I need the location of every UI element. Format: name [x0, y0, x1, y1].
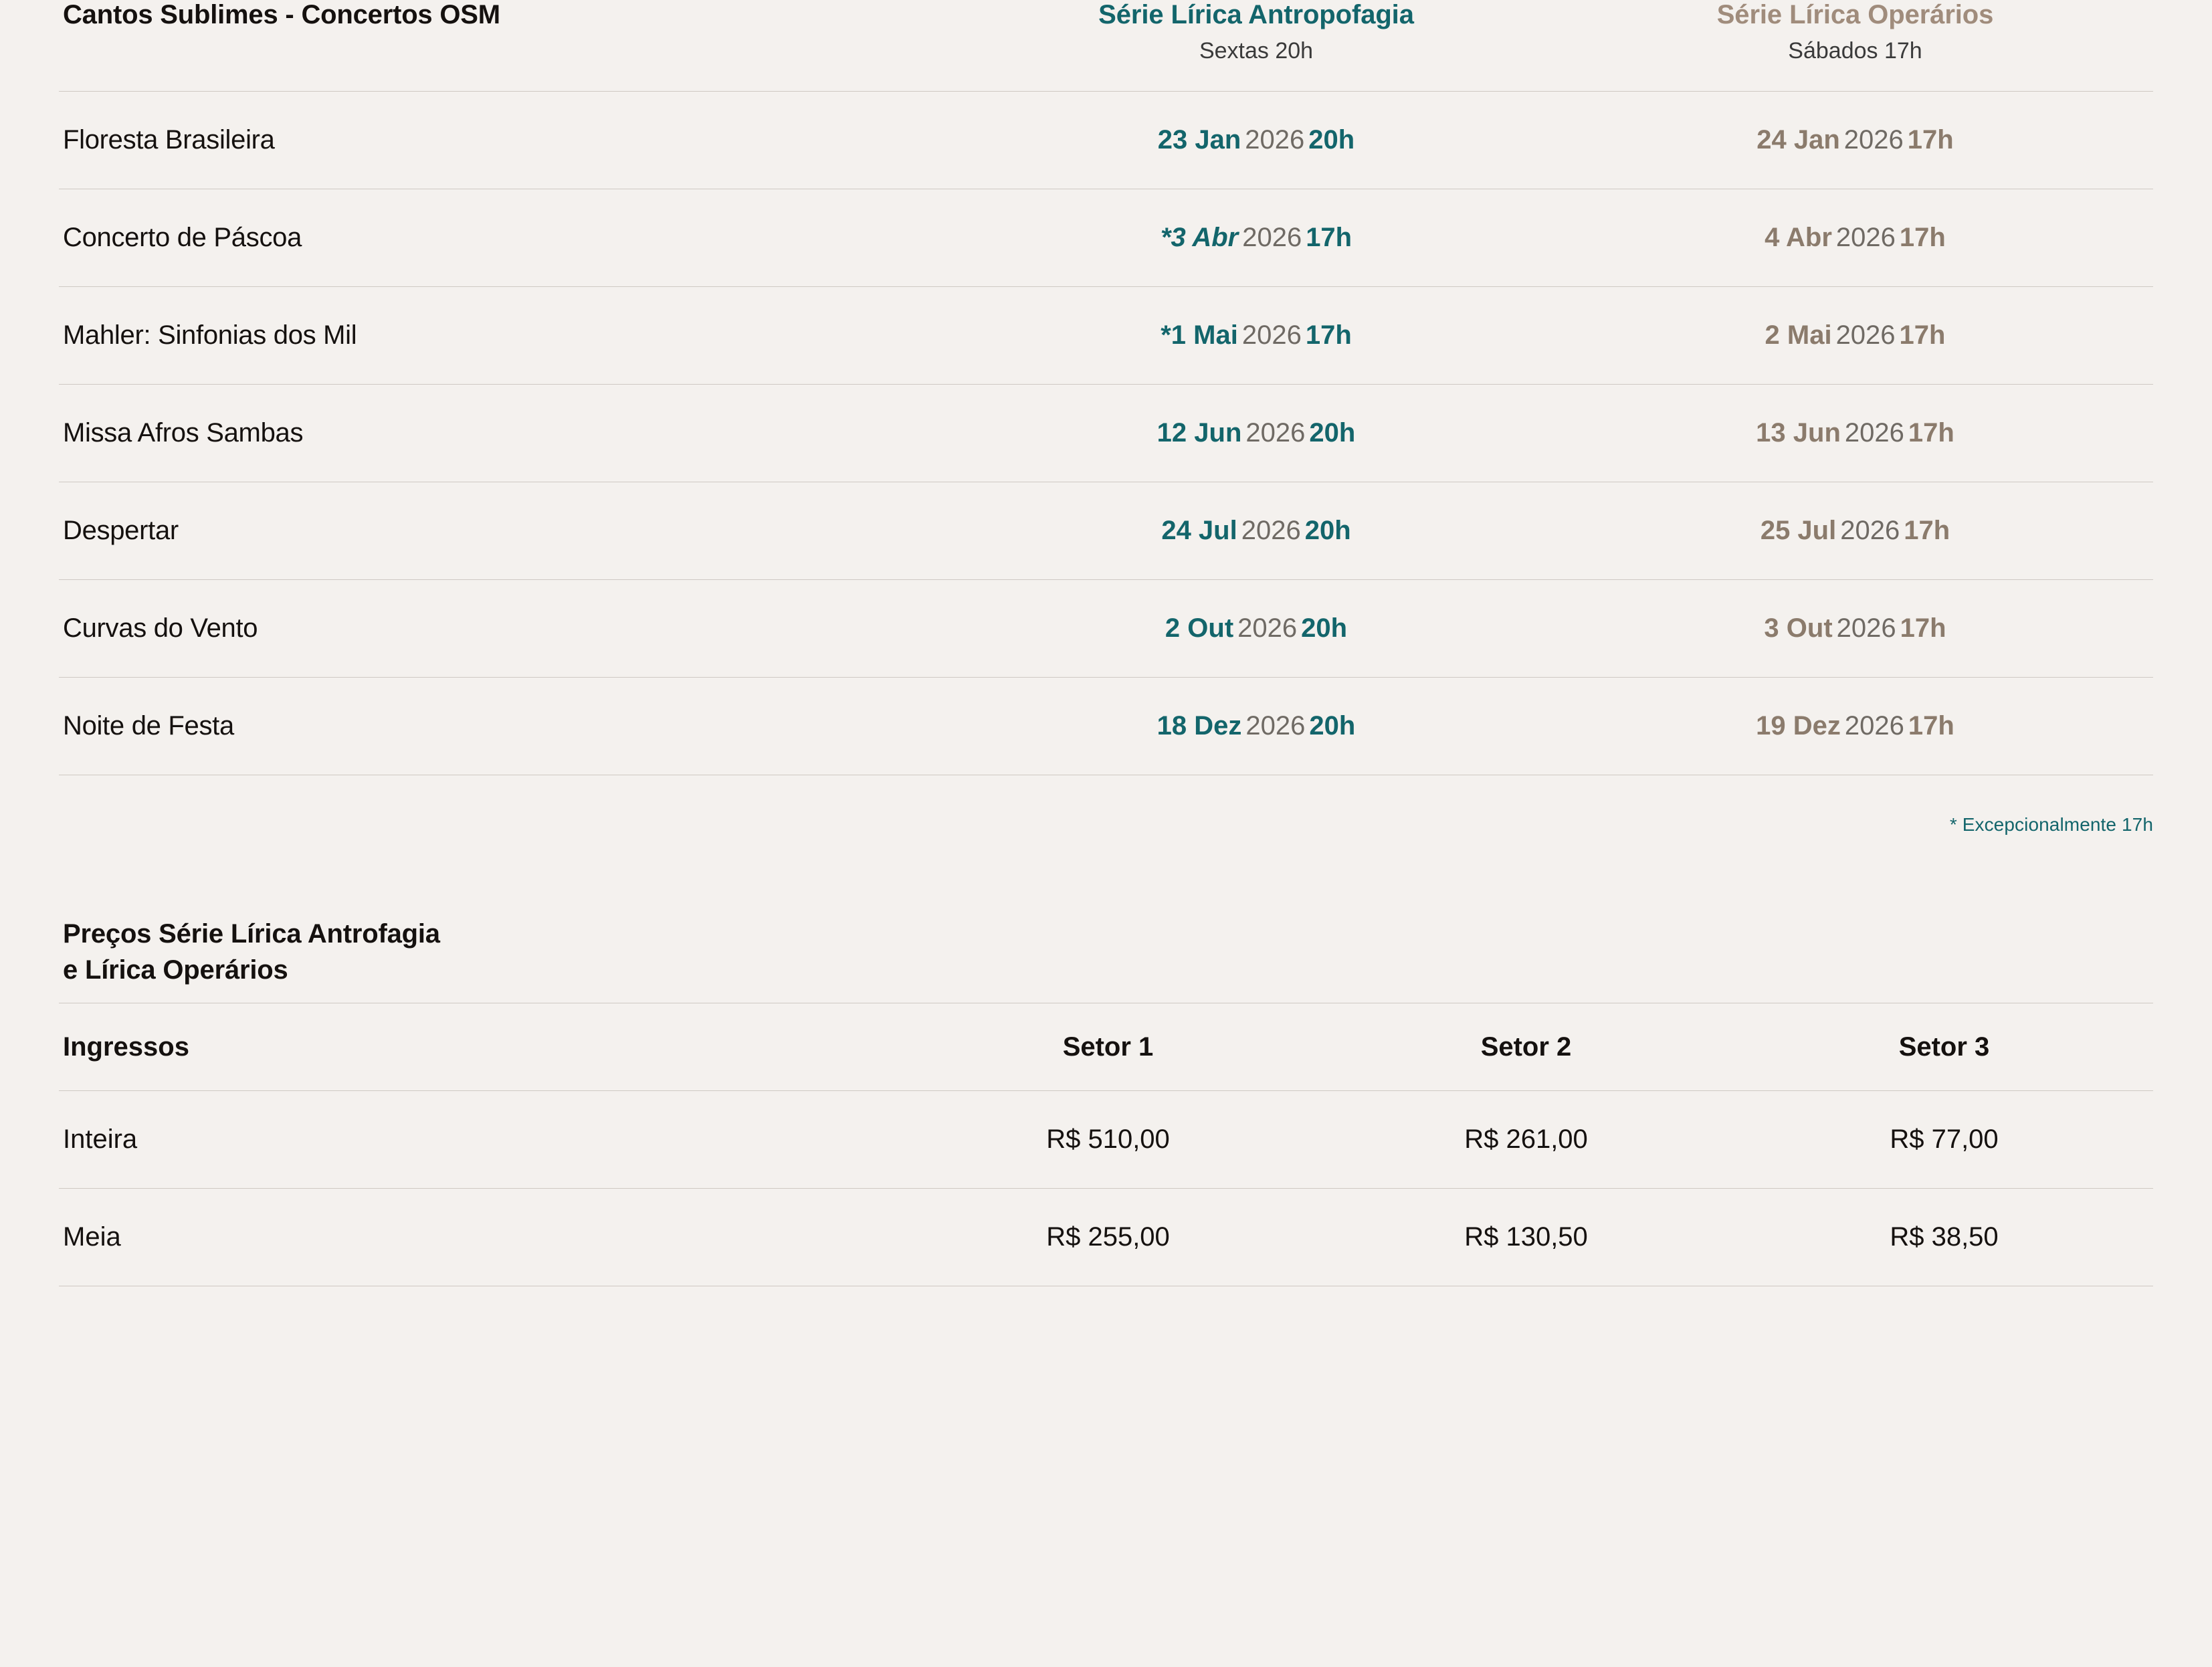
serie-antropofagia-title: Série Lírica Antropofagia: [1098, 0, 1414, 29]
serie-operarios-title: Série Lírica Operários: [1716, 0, 1994, 29]
date-time: 17h: [1908, 418, 1954, 448]
date-time: 20h: [1304, 516, 1351, 545]
price-setor-3: R$ 38,50: [1735, 1189, 2153, 1286]
concert-name: Mahler: Sinfonias dos Mil: [59, 287, 955, 385]
table-row: [59, 385, 2153, 482]
date-year: 2026: [1840, 516, 1900, 545]
date-day: 24 Jul: [1161, 516, 1237, 545]
date-day: 13 Jun: [1756, 418, 1841, 448]
date-day: 4 Abr: [1765, 223, 1832, 252]
date-time: 20h: [1309, 418, 1356, 448]
date-time: 17h: [1908, 711, 1954, 741]
date-year: 2026: [1242, 223, 1302, 252]
prices-header-setor-3: Setor 3: [1735, 1003, 2153, 1091]
serie-antropofagia-subtitle: Sextas 20h: [1199, 38, 1314, 64]
price-setor-1: R$ 255,00: [899, 1189, 1317, 1286]
date-year: 2026: [1245, 418, 1306, 448]
price-setor-2: R$ 261,00: [1317, 1091, 1735, 1189]
prices-header-setor-2: Setor 2: [1317, 1003, 1735, 1091]
date-year: 2026: [1836, 613, 1896, 643]
date-year: 2026: [1843, 125, 1904, 155]
concert-date-operarios: [1557, 678, 2153, 775]
price-setor-1: R$ 510,00: [899, 1091, 1317, 1189]
table-row: [59, 287, 2153, 385]
concert-name: Missa Afros Sambas: [59, 385, 955, 482]
prices-title-line-1: Preços Série Lírica Antrofagia: [63, 919, 440, 949]
date-year: 2026: [1245, 125, 1305, 155]
concert-name: Noite de Festa: [59, 678, 955, 775]
table-row: [59, 580, 2153, 678]
prices-title: [59, 916, 2153, 988]
date-day: 12 Jun: [1157, 418, 1242, 448]
concert-date-operarios: [1557, 189, 2153, 287]
concert-name: Despertar: [59, 482, 955, 580]
table-row: [59, 1189, 2153, 1286]
date-day: 19 Dez: [1756, 711, 1841, 741]
table-row: [59, 92, 2153, 189]
date-year: 2026: [1245, 711, 1306, 741]
date-day: 24 Jan: [1756, 125, 1840, 155]
concert-name: Curvas do Vento: [59, 580, 955, 678]
prices-table: [59, 1003, 2153, 1286]
date-year: 2026: [1844, 711, 1904, 741]
table-row: [59, 678, 2153, 775]
ticket-type: Meia: [59, 1189, 899, 1286]
date-day: 18 Dez: [1157, 711, 1242, 741]
date-time: 17h: [1899, 223, 1946, 252]
concert-name: Concerto de Páscoa: [59, 189, 955, 287]
column-header-serie-antropofagia: [955, 0, 1557, 92]
page-title: Cantos Sublimes - Concertos OSM: [63, 0, 500, 29]
concert-date-operarios: [1557, 482, 2153, 580]
date-time: 20h: [1301, 613, 1348, 643]
date-year: 2026: [1835, 320, 1896, 350]
date-year: 2026: [1237, 613, 1298, 643]
concert-date-antropofagia: [955, 580, 1557, 678]
concert-name: Floresta Brasileira: [59, 92, 955, 189]
date-year: 2026: [1241, 516, 1301, 545]
concert-date-antropofagia: [955, 385, 1557, 482]
date-day: 25 Jul: [1760, 516, 1837, 545]
schedule-footnote: * Excepcionalmente 17h: [1949, 814, 2153, 835]
concert-date-operarios: [1557, 92, 2153, 189]
date-day: *1 Mai: [1161, 320, 1238, 350]
date-time: 17h: [1899, 320, 1946, 350]
concert-date-antropofagia: [955, 189, 1557, 287]
table-row: [59, 1091, 2153, 1189]
prices-table-body: [59, 1091, 2153, 1286]
prices-header-setor-1: Setor 1: [899, 1003, 1317, 1091]
date-time: 17h: [1904, 516, 1950, 545]
date-year: 2026: [1844, 418, 1904, 448]
date-year: 2026: [1241, 320, 1302, 350]
date-year: 2026: [1835, 223, 1896, 252]
column-header-serie-operarios: [1557, 0, 2153, 92]
serie-operarios-subtitle: Sábados 17h: [1788, 38, 1922, 64]
prices-table-header: [59, 1003, 2153, 1091]
date-day: 2 Out: [1165, 613, 1234, 643]
prices-title-line-2: e Lírica Operários: [63, 955, 288, 985]
concert-schedule-table: [59, 0, 2153, 775]
price-setor-3: R$ 77,00: [1735, 1091, 2153, 1189]
date-time: 17h: [1907, 125, 1954, 155]
date-day: 3 Out: [1764, 613, 1833, 643]
concert-date-antropofagia: [955, 482, 1557, 580]
table-row: [59, 482, 2153, 580]
date-time: 17h: [1305, 320, 1352, 350]
date-time: 17h: [1306, 223, 1352, 252]
schedule-table-body: [59, 92, 2153, 775]
date-day: 23 Jan: [1157, 125, 1241, 155]
concert-date-operarios: [1557, 580, 2153, 678]
date-time: 17h: [1900, 613, 1946, 643]
date-day: *3 Abr: [1160, 223, 1239, 252]
table-row: [59, 189, 2153, 287]
concert-date-antropofagia: [955, 287, 1557, 385]
prices-header-ingressos: Ingressos: [59, 1003, 899, 1091]
concert-date-operarios: [1557, 385, 2153, 482]
concert-date-antropofagia: [955, 678, 1557, 775]
price-setor-2: R$ 130,50: [1317, 1189, 1735, 1286]
date-time: 20h: [1309, 711, 1356, 741]
concert-date-operarios: [1557, 287, 2153, 385]
prices-section: [59, 836, 2153, 1286]
concert-date-antropofagia: [955, 92, 1557, 189]
ticket-type: Inteira: [59, 1091, 899, 1189]
schedule-table-header: [59, 0, 2153, 92]
date-time: 20h: [1308, 125, 1355, 155]
date-day: 2 Mai: [1765, 320, 1832, 350]
